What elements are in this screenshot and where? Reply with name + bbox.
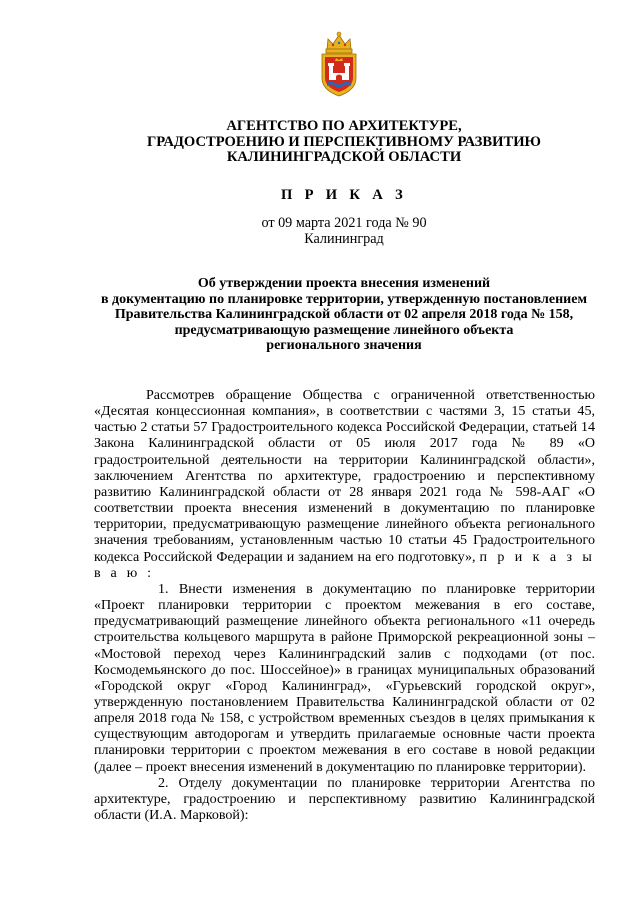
item-1-paragraph: 1. Внести изменения в документацию по планировке территории «Проект планировки территории с проектом межевания в его составе, предусматривающий размещение линейного объекта регионального «11 очередь строительства кольцевого маршрута в районе Приморской рекреационной зоны – «Мостовой переход через Калининградский залив с подходами (от пос. Космодемьянского до пос. Шоссейное)» в границах муниципальных образований «Городской округ «Город Калининград», «Гурьевский городской округ», утвержденную постановлением Правительства Калининградской области от 02 апреля 2018 года № 158, с устройством временных съездов в целях примыкания к существующим автодорогам и утвердить прилагаемые основные части проекта планировки территории с проектом межевания в его составе в новой редакции (далее – проект внесения изменений в документацию по планировке территории). [94,580,595,775]
document-meta [94,216,594,248]
agency-line-3: КАЛИНИНГРАДСКОЙ ОБЛАСТИ [226,149,462,166]
subject-line-4: предусматривающую размещение линейного объекта [174,322,514,338]
subject-line-5: регионального значения [266,338,422,354]
city: Калининград [304,230,384,247]
crown-icon [326,32,352,53]
document-body [94,387,595,823]
subject-line-2: в документацию по планировке территории, утвержденную постановлением [100,291,587,307]
agency-line-1: АГЕНТСТВО ПО АРХИТЕКТУРЕ, [226,118,462,134]
preamble-paragraph [94,387,595,581]
subject-line-3: Правительства Калининградской области от 02 апреля 2018 года № 158, [114,307,574,323]
subject-line-1: Об утверждении проекта внесения изменений [197,276,491,291]
document-type: П Р И К А З [281,187,407,203]
order-word: п р и к а з ы в а ю : [94,548,595,581]
agency-line-2: ГРАДОСТРОЕНИЮ И ПЕРСПЕКТИВНОМУ РАЗВИТИЮ [147,133,541,150]
document-subject [94,276,594,354]
preamble-text: Рассмотрев обращение Общества с ограниченной ответственностью «Десятая концессионная компания», в соответствии с частями 3, 15 статьи 45, частью 2 статьи 57 Градостроительного кодекса Российской Федерации, статьей 14 Закона Калининградской области от 05 июля 2017 года № 89 «О градостроительной деятельности на территории Калининградской области», заключением Агентства по архитектуре, градостроению и перспективному развитию Калининградской области от 28 января 2021 года № 598-ААГ «О соответствии проекта внесения изменений в документацию по планировке территории, предусматривающую размещение линейного объекта регионального значения требованиям, установленным частью 10 статьи 45 Градостроительного кодекса Российской Федерации и заданием на его подготовку», [94,387,595,565]
coat-of-arms-icon [318,30,360,98]
date-number: от 09 марта 2021 года № 90 [261,215,427,231]
item-2-paragraph: 2. Отделу документации по планировке территории Агентства по архитектуре, градостроению и перспективному развитию Калининградской области (И.А. Марковой): [94,774,595,824]
agency-name [94,119,594,166]
